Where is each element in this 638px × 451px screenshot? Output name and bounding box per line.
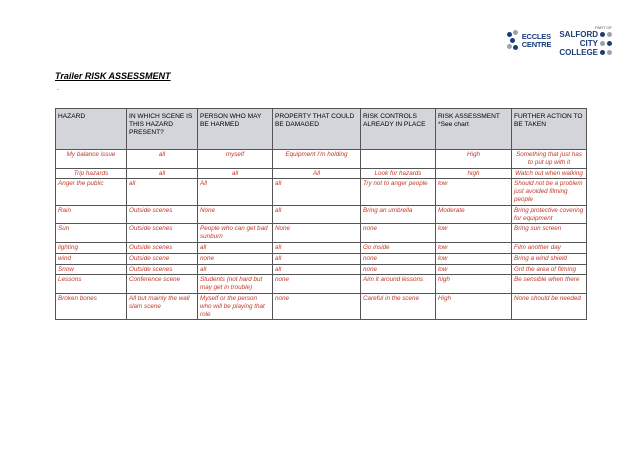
table-cell: myself bbox=[198, 150, 273, 169]
table-row bbox=[56, 205, 587, 224]
table-cell: Try not to anger people bbox=[361, 179, 436, 205]
table-cell: None should be needed bbox=[512, 293, 587, 319]
table-cell: all bbox=[198, 168, 273, 179]
table-cell: Moderate bbox=[436, 205, 512, 224]
table-cell: low bbox=[436, 253, 512, 264]
table-cell: none bbox=[361, 264, 436, 275]
table-cell: Anger the public bbox=[56, 179, 127, 205]
table-row bbox=[56, 224, 587, 243]
table-cell: none bbox=[198, 253, 273, 264]
logo-dot-icon bbox=[600, 41, 605, 46]
table-cell: all bbox=[273, 242, 361, 253]
table-cell: Outside scenes bbox=[127, 224, 198, 243]
salford-logo-line3: COLLEGE bbox=[559, 48, 598, 57]
header-further-action: FURTHER ACTION TO BE TAKEN bbox=[512, 109, 587, 150]
table-cell: lighting bbox=[56, 242, 127, 253]
table-cell: all bbox=[273, 253, 361, 264]
table-row bbox=[56, 253, 587, 264]
header-controls: RISK CONTROLS ALREADY IN PLACE bbox=[361, 109, 436, 150]
table-cell: all bbox=[198, 264, 273, 275]
table-cell: low bbox=[436, 264, 512, 275]
header-person: PERSON WHO MAY BE HARMED bbox=[198, 109, 273, 150]
logo-dot-icon bbox=[600, 50, 605, 55]
table-cell: All bbox=[273, 168, 361, 179]
table-cell: all bbox=[273, 179, 361, 205]
table-cell: high bbox=[436, 275, 512, 294]
eccles-centre-logo bbox=[507, 30, 552, 52]
table-cell: Be sensible when there bbox=[512, 275, 587, 294]
table-cell: Trip hazards bbox=[56, 168, 127, 179]
table-header-row bbox=[56, 109, 587, 150]
header-logos bbox=[507, 25, 612, 57]
header-hazard: HAZARD bbox=[56, 109, 127, 150]
table-cell: All but mainly the wall slam scene bbox=[127, 293, 198, 319]
table-cell: Lessons bbox=[56, 275, 127, 294]
table-row bbox=[56, 293, 587, 319]
table-cell: Equipment I'm holding bbox=[273, 150, 361, 169]
header-assessment: RISK ASSESSMENT *See chart bbox=[436, 109, 512, 150]
logo-dot-icon bbox=[607, 50, 612, 55]
table-cell: Watch out when walking bbox=[512, 168, 587, 179]
table-cell: High bbox=[436, 150, 512, 169]
table-cell: low bbox=[436, 179, 512, 205]
table-cell: Bring an umbrella bbox=[361, 205, 436, 224]
table-cell: Careful in the scene bbox=[361, 293, 436, 319]
table-cell: Bring a wind shield bbox=[512, 253, 587, 264]
table-cell: Grit the area of filming bbox=[512, 264, 587, 275]
table-cell: Broken bones bbox=[56, 293, 127, 319]
logo-dot-icon bbox=[600, 32, 605, 37]
table-cell: Go inside bbox=[361, 242, 436, 253]
table-cell: My balance issue bbox=[56, 150, 127, 169]
table-cell: All bbox=[198, 179, 273, 205]
table-cell: High bbox=[436, 293, 512, 319]
table-cell: all bbox=[127, 168, 198, 179]
table-cell: wind bbox=[56, 253, 127, 264]
header-scene: IN WHICH SCENE IS THIS HAZARD PRESENT? bbox=[127, 109, 198, 150]
salford-logo-line1: SALFORD bbox=[559, 30, 598, 39]
table-cell: Snow bbox=[56, 264, 127, 275]
table-cell: all bbox=[273, 264, 361, 275]
table-row bbox=[56, 150, 587, 169]
eccles-logo-line1: ECCLES bbox=[521, 32, 551, 41]
table-cell: all bbox=[127, 150, 198, 169]
table-cell: Sun bbox=[56, 224, 127, 243]
table-cell: none bbox=[361, 253, 436, 264]
table-row bbox=[56, 179, 587, 205]
table-cell: high bbox=[436, 168, 512, 179]
table-cell: Rain bbox=[56, 205, 127, 224]
table-cell: Should not be a problem just avoided filming people bbox=[512, 179, 587, 205]
table-cell: low bbox=[436, 242, 512, 253]
table-cell: none bbox=[273, 275, 361, 294]
salford-logo-line2: CITY bbox=[579, 39, 598, 48]
table-cell: Outside scenes bbox=[127, 242, 198, 253]
table-cell: Outside scenes bbox=[127, 264, 198, 275]
eccles-dots-icon bbox=[507, 30, 519, 52]
risk-assessment-table bbox=[55, 108, 587, 320]
table-cell: Bring protective covering for equipment bbox=[512, 205, 587, 224]
table-cell: Students (not hard but may get in trouble) bbox=[198, 275, 273, 294]
table-cell: Something that just has to put up with it bbox=[512, 150, 587, 169]
table-row bbox=[56, 168, 587, 179]
table-cell: Film another day bbox=[512, 242, 587, 253]
table-cell: all bbox=[198, 242, 273, 253]
table-cell: low bbox=[436, 224, 512, 243]
table-cell: Look for hazards bbox=[361, 168, 436, 179]
table-cell: None bbox=[273, 224, 361, 243]
table-cell: Myself or the person who will be playing that role bbox=[198, 293, 273, 319]
table-cell bbox=[361, 150, 436, 169]
table-cell: None bbox=[198, 205, 273, 224]
logo-dot-icon bbox=[607, 32, 612, 37]
table-cell: Outside scene bbox=[127, 253, 198, 264]
logo-dot-icon bbox=[607, 41, 612, 46]
table-cell: all bbox=[273, 205, 361, 224]
table-cell: Aim it around lessons bbox=[361, 275, 436, 294]
document-title: Trailer RISK ASSESSMENT bbox=[55, 71, 171, 81]
table-cell: all bbox=[127, 179, 198, 205]
table-row bbox=[56, 264, 587, 275]
salford-logo-top: PART OF bbox=[595, 25, 612, 30]
eccles-logo-line2: CENTRE bbox=[521, 40, 552, 49]
table-cell: Outside scenes bbox=[127, 205, 198, 224]
table-cell: People who can get bad sunburn bbox=[198, 224, 273, 243]
table-cell: none bbox=[273, 293, 361, 319]
table-cell: none bbox=[361, 224, 436, 243]
header-property: PROPERTY THAT COULD BE DAMAGED bbox=[273, 109, 361, 150]
table-cell: Conference scene bbox=[127, 275, 198, 294]
document-dot: . bbox=[57, 85, 59, 92]
salford-city-college-logo bbox=[559, 25, 612, 57]
table-row bbox=[56, 275, 587, 294]
table-row bbox=[56, 242, 587, 253]
table-cell: Bring sun screen bbox=[512, 224, 587, 243]
